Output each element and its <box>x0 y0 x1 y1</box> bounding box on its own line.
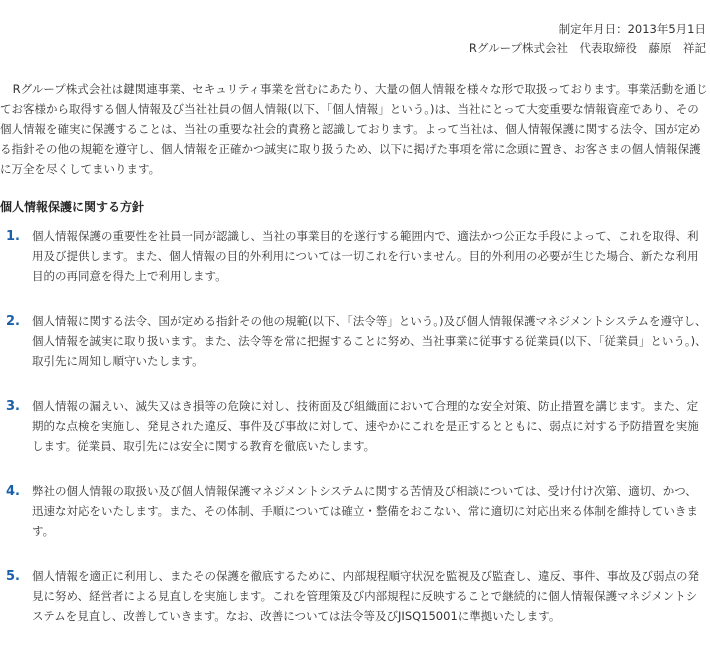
policy-item <box>0 481 708 541</box>
section-heading: 個人情報保護に関する方針 <box>0 200 145 214</box>
policy-item-text: 弊社の個人情報の取扱い及び個人情報保護マネジメントシステムに関する苦情及び相談については、受け付け次第、適切、かつ、迅速な対応をいたします。また、その体制、手順については確立・整備をおこない、常に適切に対応出来る体制を維持していきます。 <box>32 484 698 538</box>
policy-item-text: 個人情報の漏えい、滅失又はき損等の危険に対し、技術面及び組織面において合理的な安全対策、防止措置を講じます。また、定期的な点検を実施し、発見された違反、事件及び事故に対して、速やかにこれを是正するとともに、弱点に対する予防措置を実施します。従業員、取引先には安全に関する教育を徹底いたします。 <box>32 399 699 453</box>
policy-item-text: 個人情報を適正に利用し、またその保護を徹底するために、内部規程順守状況を監視及び監査し、違反、事件、事故及び弱点の発見に努め、経営者による見直しを実施します。これを管理策及び内部規程に反映することで継続的に個人情報保護マネジメントシステムを見直し、改善していきます。なお、改善については法令等及びJISQ15001に準拠いたします。 <box>32 569 699 623</box>
policy-meta <box>469 20 706 58</box>
policy-list <box>0 226 708 651</box>
policy-item <box>0 226 708 286</box>
policy-item-number: 4. <box>6 484 20 499</box>
policy-item-number: 2. <box>6 314 20 329</box>
policy-item-number: 1. <box>6 229 20 244</box>
policy-item <box>0 566 708 626</box>
intro-paragraph: Rグループ株式会社は鍵関連事業、セキュリティ事業を営むにあたり、大量の個人情報を様々な形で取扱っております。事業活動を通じてお客様から取得する個人情報及び当社社員の個人情報(以下、「個人情報」という。)は、当社にとって大変重要な情報資産であり、その個人情報を確実に保護することは、当社の重要な社会的責務と認識しております。よって当社は、個人情報保護に関する法令、国が定める指針その他の規範を遵守し、個人情報を正確かつ誠実に取り扱うため、以下に掲げた事項を常に念頭に置き、お客さまの個人情報保護に万全を尽くしてまいります。 <box>0 82 708 176</box>
policy-item-text: 個人情報に関する法令、国が定める指針その他の規範(以下、「法令等」という。)及び個人情報保護マネジメントシステムを遵守し、個人情報を誠実に取り扱います。また、法令等を常に把握することに努め、当社事業に従事する従業員(以下、「従業員」という。)、取引先に周知し順守いたします。 <box>32 314 707 368</box>
policy-item-number: 3. <box>6 399 20 414</box>
policy-item <box>0 396 708 456</box>
policy-item-number: 5. <box>6 569 20 584</box>
established-date: 制定年月日：2013年5月1日 <box>558 22 706 36</box>
policy-item-text: 個人情報保護の重要性を社員一同が認識し、当社の事業目的を遂行する範囲内で、適法かつ公正な手段によって、これを取得、利用及び提供します。また、個人情報の目的外利用については一切これを行いません。目的外利用の必要が生じた場合、新たな利用目的の再同意を得た上で利用します。 <box>32 229 699 283</box>
policy-item <box>0 311 708 371</box>
representative-signature: Rグループ株式会社 代表取締役 藤原 祥記 <box>468 41 706 55</box>
